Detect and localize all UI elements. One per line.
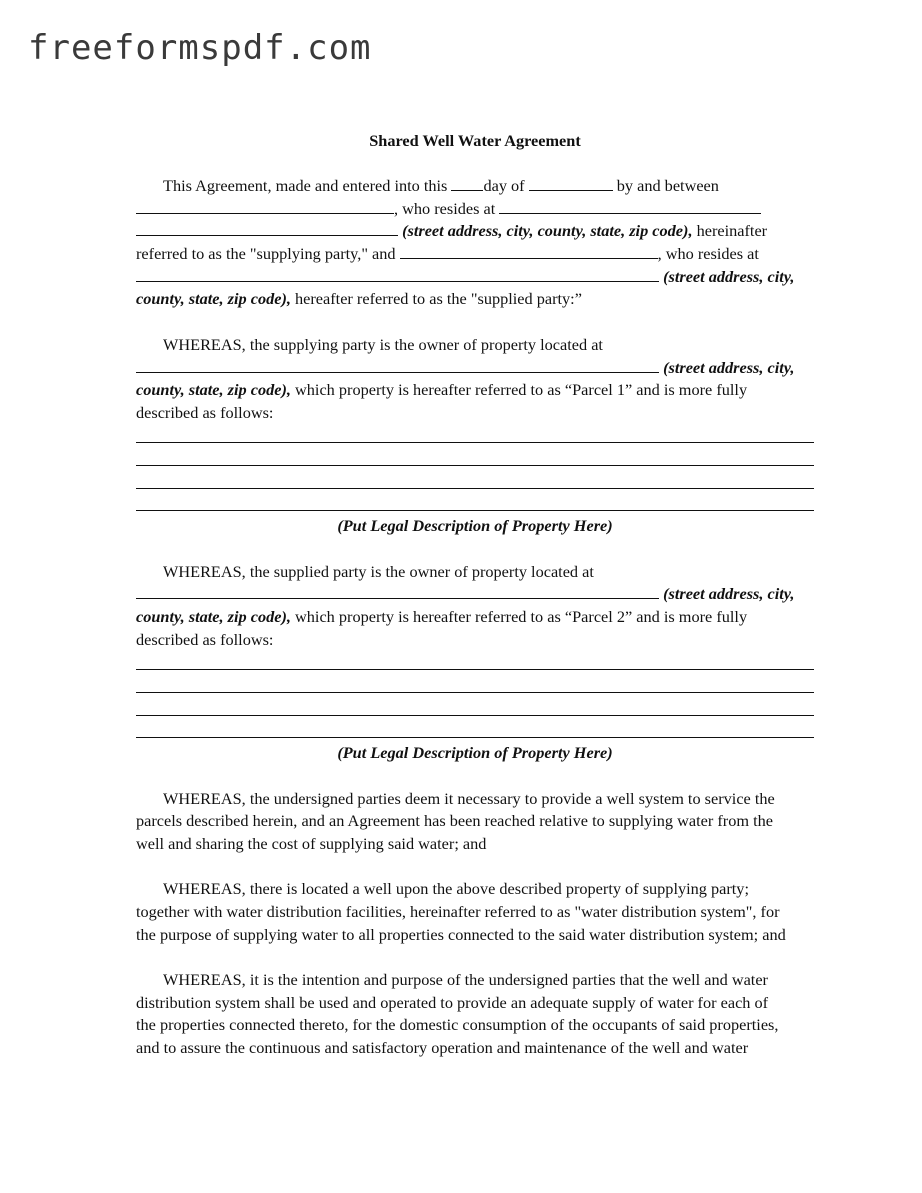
- month-blank[interactable]: [529, 176, 613, 191]
- parcel-2-line-3: [136, 606, 814, 629]
- document-title: Shared Well Water Agreement: [369, 131, 581, 150]
- intro-text: hereafter referred to as the "supplied party:”: [290, 289, 582, 309]
- parcel-1-line-3: [136, 379, 814, 402]
- whereas-distribution-paragraph: [136, 878, 814, 946]
- parcel-1-line-2: [136, 357, 814, 380]
- intro-line-5: [136, 266, 814, 289]
- supplying-party-name-blank[interactable]: [136, 199, 394, 214]
- parcel-2-caption: (Put Legal Description of Property Here): [337, 743, 613, 763]
- parcel-2-address-blank[interactable]: [136, 584, 659, 599]
- address-hint: county, state, zip code),: [136, 380, 291, 400]
- parcel-1-description-line[interactable]: [136, 425, 814, 448]
- paragraph-line: and to assure the continuous and satisfactory operation and maintenance of the well and water: [136, 1038, 749, 1058]
- address-hint: (street address, city,: [659, 584, 795, 604]
- paragraph-line: together with water distribution facilities, hereinafter referred to as "water distribution system", for: [136, 902, 780, 921]
- parcel-2-description-line[interactable]: [136, 674, 814, 697]
- intro-text: by and between: [612, 176, 719, 195]
- parcel-1-paragraph: [136, 334, 814, 538]
- paragraph-line: WHEREAS, it is the intention and purpose of the undersigned parties that the well and water: [163, 970, 768, 990]
- paragraph-line: WHEREAS, the undersigned parties deem it necessary to provide a well system to service the: [163, 788, 775, 808]
- address-hint: (street address, city,: [659, 266, 795, 286]
- paragraph-line: the purpose of supplying water to all properties connected to the said water distribution system; and: [136, 924, 786, 944]
- parcel-1-description-line[interactable]: [136, 447, 814, 470]
- intro-line-1: [136, 175, 814, 198]
- supplying-party-address-blank[interactable]: [499, 199, 761, 214]
- intro-line-2: [136, 198, 814, 221]
- parcel-2-description-line[interactable]: [136, 697, 814, 720]
- whereas-well-system-paragraph: [136, 788, 814, 856]
- paragraph-line: distribution system shall be used and operated to provide an adequate supply of water for each of: [136, 992, 769, 1012]
- address-hint: county, state, zip code),: [136, 289, 291, 309]
- paragraph-line: WHEREAS, there is located a well upon the above described property of supplying party;: [163, 879, 749, 899]
- supplying-party-address-blank-2[interactable]: [136, 221, 398, 236]
- parcel-1-caption: (Put Legal Description of Property Here): [337, 516, 613, 536]
- watermark: freeformspdf.com: [28, 28, 372, 68]
- intro-text: This Agreement, made and entered into this: [163, 176, 452, 195]
- supplied-party-name-blank[interactable]: [400, 244, 658, 259]
- parcel-1-description-line[interactable]: [136, 470, 814, 493]
- whereas-intention-paragraph: [136, 969, 814, 1060]
- parcel-1-address-blank[interactable]: [136, 358, 659, 373]
- supplied-party-address-blank[interactable]: [136, 267, 659, 282]
- parcel-1-line-1: WHEREAS, the supplying party is the owner of property located at: [163, 334, 603, 354]
- intro-text: referred to as the "supplying party," and: [136, 244, 400, 264]
- intro-line-6: [136, 288, 814, 311]
- paragraph-line: the properties connected thereto, for the domestic consumption of the occupants of said properties,: [136, 1015, 779, 1035]
- intro-text: , who resides at: [657, 244, 759, 264]
- paragraph-line: parcels described herein, and an Agreement has been reached relative to supplying water from the: [136, 811, 773, 831]
- document-body: [136, 130, 814, 1060]
- intro-text: day of: [483, 176, 529, 195]
- intro-line-4: [136, 243, 814, 266]
- address-hint: (street address, city,: [659, 357, 795, 377]
- parcel-2-description-line[interactable]: [136, 651, 814, 674]
- intro-text: hereinafter: [692, 221, 768, 241]
- address-hint: (street address, city, county, state, zip code),: [398, 221, 693, 241]
- parcel-1-line-4: described as follows:: [136, 402, 274, 422]
- parcel-2-line-2: [136, 583, 814, 606]
- parcel-2-line-1: WHEREAS, the supplied party is the owner of property located at: [163, 561, 594, 581]
- intro-line-3: [136, 220, 814, 243]
- parcel-2-text: which property is hereafter referred to as “Parcel 2” and is more fully: [290, 607, 748, 627]
- day-blank[interactable]: [451, 176, 483, 191]
- intro-text: , who resides at: [394, 198, 500, 218]
- parcel-2-line-4: described as follows:: [136, 629, 274, 649]
- parcel-1-text: which property is hereafter referred to as “Parcel 1” and is more fully: [290, 380, 748, 400]
- parcel-2-paragraph: [136, 561, 814, 765]
- parcel-2-description-line[interactable]: [136, 720, 814, 743]
- paragraph-line: well and sharing the cost of supplying said water; and: [136, 833, 487, 853]
- address-hint: county, state, zip code),: [136, 607, 291, 627]
- parcel-1-description-line[interactable]: [136, 493, 814, 516]
- intro-paragraph: [136, 175, 814, 311]
